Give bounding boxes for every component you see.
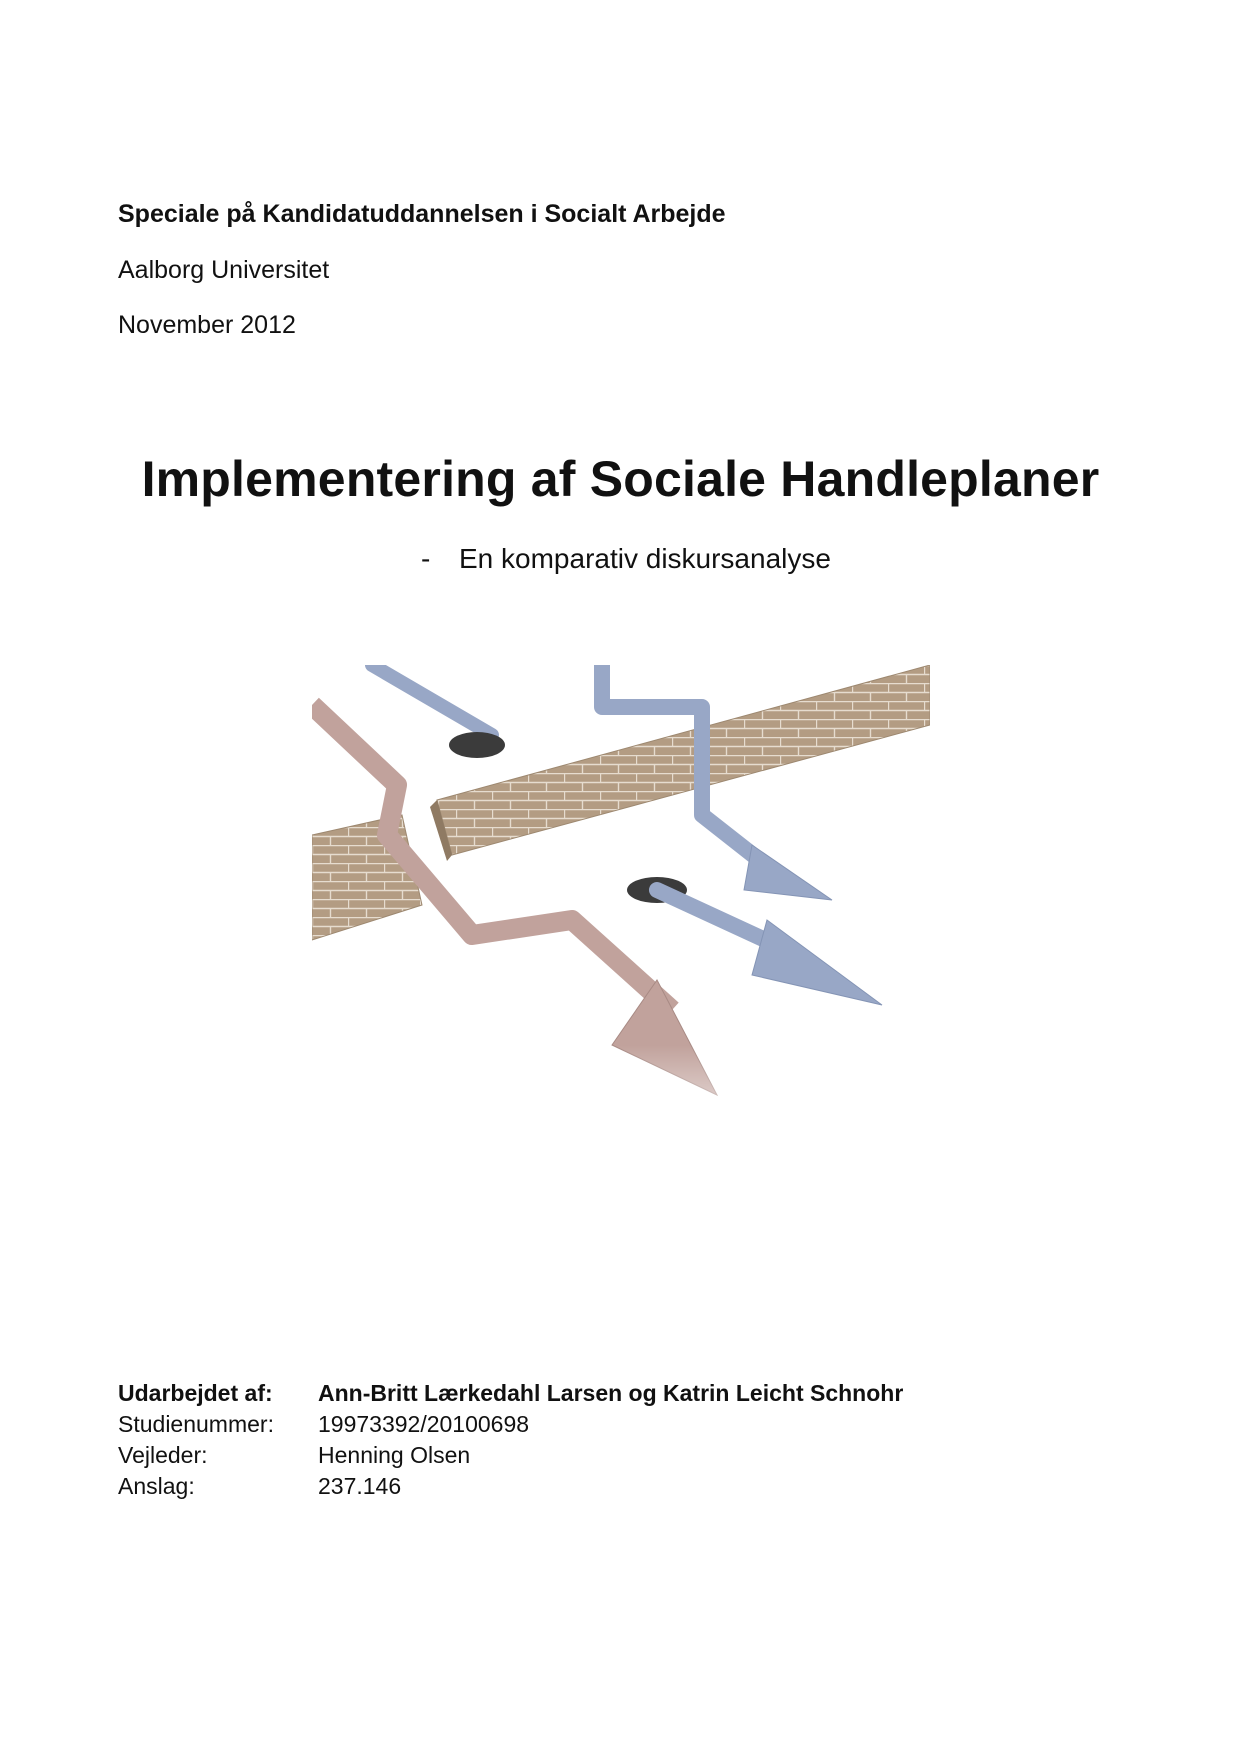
arrows-through-wall-icon xyxy=(312,665,930,1115)
meta-value: 19973392/20100698 xyxy=(318,1411,530,1437)
meta-label: Anslag: xyxy=(118,1473,195,1499)
meta-row-supervisor xyxy=(118,1440,903,1471)
meta-row-student-number xyxy=(118,1409,903,1440)
subtitle-text: En komparativ diskursanalyse xyxy=(459,543,831,574)
university-line: Aalborg Universitet xyxy=(118,256,330,284)
metadata-block xyxy=(118,1378,903,1502)
meta-label: Vejleder: xyxy=(118,1442,208,1468)
meta-value: Ann-Britt Lærkedahl Larsen og Katrin Leicht Schnohr xyxy=(318,1380,904,1406)
date-line: November 2012 xyxy=(118,311,296,339)
meta-row-author xyxy=(118,1378,903,1409)
document-title: Implementering af Sociale Handleplaner xyxy=(141,451,1100,507)
meta-label: Udarbejdet af: xyxy=(118,1380,273,1406)
meta-value: 237.146 xyxy=(318,1473,402,1499)
program-line: Speciale på Kandidatuddannelsen i Socialt Arbejde xyxy=(118,200,726,228)
meta-value: Henning Olsen xyxy=(318,1442,471,1468)
meta-row-characters xyxy=(118,1471,903,1502)
document-subtitle xyxy=(421,543,831,575)
meta-label: Studienummer: xyxy=(118,1411,274,1437)
subtitle-dash: - xyxy=(421,543,431,574)
